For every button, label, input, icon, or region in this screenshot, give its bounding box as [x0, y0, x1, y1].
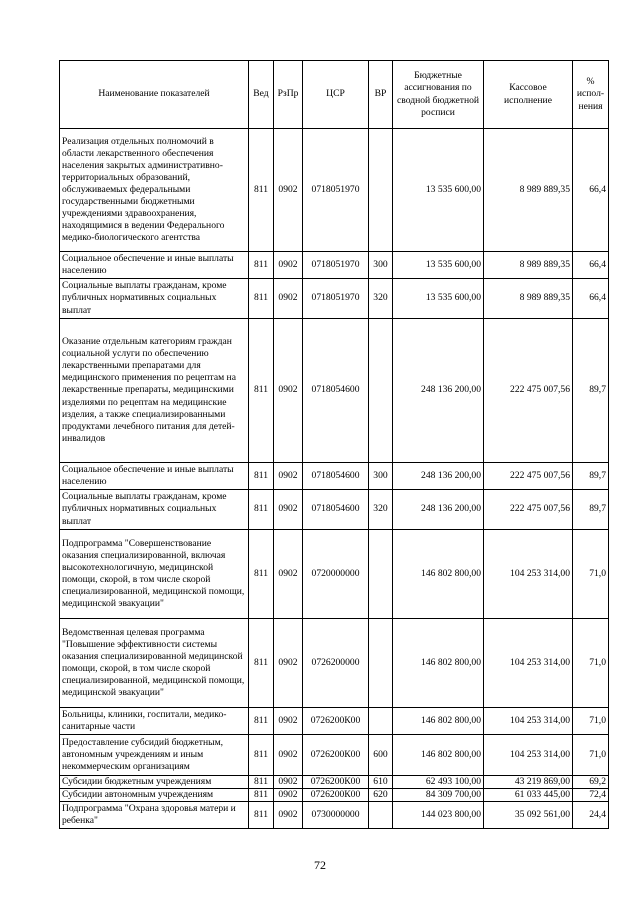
cell-budget: 248 136 200,00	[393, 319, 484, 463]
cell-vr	[369, 319, 393, 463]
cell-name: Оказание отдельным категориям граждан социальной услуги по обеспечению лекарственными препаратами для медицинского применения по рецептам на лекарственные препараты, медицинскими изделиями по рецептам на медицинские изделия, а также специализированными продуктами лечебного питания для детей-инвалидов	[60, 319, 249, 463]
cell-percent: 66,4	[573, 129, 609, 252]
cell-name: Социальное обеспечение и иные выплаты населению	[60, 252, 249, 279]
cell-percent: 89,7	[573, 490, 609, 530]
header-budget: Бюджетные ассигнования по сводной бюджетной росписи	[393, 61, 484, 129]
cell-name: Реализация отдельных полномочий в области лекарственного обеспечения населения закрытых административно-территориальных образований, обслуживаемых федеральными государственными бюджетными учреждениями здравоохранения, находящимися в ведении Федерального медико-биологического агентства	[60, 129, 249, 252]
cell-ved: 811	[249, 735, 274, 776]
header-percent: % испол-нения	[573, 61, 609, 129]
cell-csr: 0720000000	[303, 530, 369, 619]
cell-cash: 8 989 889,35	[484, 252, 573, 279]
cell-ved: 811	[249, 279, 274, 319]
cell-name: Социальные выплаты гражданам, кроме публичных нормативных социальных выплат	[60, 490, 249, 530]
header-cash: Кассовое исполнение	[484, 61, 573, 129]
cell-rzpr: 0902	[274, 279, 303, 319]
cell-budget: 13 535 600,00	[393, 129, 484, 252]
cell-rzpr: 0902	[274, 708, 303, 735]
table-row	[60, 708, 609, 735]
cell-vr	[369, 619, 393, 708]
table-row	[60, 789, 609, 802]
cell-cash: 104 253 314,00	[484, 619, 573, 708]
cell-ved: 811	[249, 789, 274, 802]
cell-name: Социальное обеспечение и иные выплаты населению	[60, 463, 249, 490]
cell-csr: 0718054600	[303, 463, 369, 490]
table-row	[60, 463, 609, 490]
cell-percent: 71,0	[573, 530, 609, 619]
cell-ved: 811	[249, 463, 274, 490]
cell-cash: 222 475 007,56	[484, 490, 573, 530]
cell-vr: 320	[369, 490, 393, 530]
cell-cash: 104 253 314,00	[484, 530, 573, 619]
cell-budget: 144 023 800,00	[393, 802, 484, 829]
cell-vr: 300	[369, 252, 393, 279]
cell-percent: 66,4	[573, 279, 609, 319]
cell-percent: 69,2	[573, 776, 609, 789]
cell-name: Субсидии бюджетным учреждениям	[60, 776, 249, 789]
table-row	[60, 619, 609, 708]
cell-cash: 222 475 007,56	[484, 319, 573, 463]
cell-csr: 0718054600	[303, 319, 369, 463]
cell-vr	[369, 129, 393, 252]
cell-budget: 146 802 800,00	[393, 530, 484, 619]
cell-csr: 0718051970	[303, 129, 369, 252]
cell-rzpr: 0902	[274, 619, 303, 708]
cell-csr: 0726200К00	[303, 789, 369, 802]
cell-ved: 811	[249, 490, 274, 530]
cell-rzpr: 0902	[274, 735, 303, 776]
cell-cash: 61 033 445,00	[484, 789, 573, 802]
cell-budget: 146 802 800,00	[393, 735, 484, 776]
cell-vr	[369, 708, 393, 735]
cell-name: Субсидии автономным учреждениям	[60, 789, 249, 802]
cell-rzpr: 0902	[274, 319, 303, 463]
cell-budget: 146 802 800,00	[393, 619, 484, 708]
cell-rzpr: 0902	[274, 490, 303, 530]
cell-rzpr: 0902	[274, 129, 303, 252]
cell-csr: 0726200000	[303, 619, 369, 708]
cell-name: Подпрограмма "Охрана здоровья матери и ребенка"	[60, 802, 249, 829]
cell-percent: 24,4	[573, 802, 609, 829]
cell-budget: 84 309 700,00	[393, 789, 484, 802]
cell-cash: 8 989 889,35	[484, 129, 573, 252]
table-row	[60, 252, 609, 279]
cell-budget: 146 802 800,00	[393, 708, 484, 735]
table-row	[60, 319, 609, 463]
header-ved: Вед	[249, 61, 274, 129]
table-row	[60, 735, 609, 776]
cell-ved: 811	[249, 802, 274, 829]
cell-percent: 72,4	[573, 789, 609, 802]
cell-ved: 811	[249, 530, 274, 619]
cell-ved: 811	[249, 708, 274, 735]
cell-vr	[369, 802, 393, 829]
cell-vr	[369, 530, 393, 619]
cell-cash: 8 989 889,35	[484, 279, 573, 319]
cell-csr: 0730000000	[303, 802, 369, 829]
cell-budget: 13 535 600,00	[393, 279, 484, 319]
cell-vr: 610	[369, 776, 393, 789]
header-name: Наименование показателей	[60, 61, 249, 129]
cell-percent: 89,7	[573, 319, 609, 463]
cell-csr: 0726200К00	[303, 708, 369, 735]
cell-budget: 248 136 200,00	[393, 490, 484, 530]
cell-vr: 600	[369, 735, 393, 776]
header-csr: ЦСР	[303, 61, 369, 129]
table-row	[60, 776, 609, 789]
cell-name: Социальные выплаты гражданам, кроме публичных нормативных социальных выплат	[60, 279, 249, 319]
cell-rzpr: 0902	[274, 776, 303, 789]
cell-cash: 104 253 314,00	[484, 735, 573, 776]
cell-cash: 35 092 561,00	[484, 802, 573, 829]
cell-vr: 320	[369, 279, 393, 319]
cell-ved: 811	[249, 129, 274, 252]
cell-percent: 71,0	[573, 735, 609, 776]
cell-rzpr: 0902	[274, 789, 303, 802]
cell-csr: 0718051970	[303, 279, 369, 319]
cell-cash: 43 219 869,00	[484, 776, 573, 789]
table-row	[60, 530, 609, 619]
budget-execution-table	[59, 60, 609, 829]
cell-cash: 222 475 007,56	[484, 463, 573, 490]
cell-name: Больницы, клиники, госпитали, медико-санитарные части	[60, 708, 249, 735]
cell-ved: 811	[249, 776, 274, 789]
header-rzpr: РзПр	[274, 61, 303, 129]
cell-ved: 811	[249, 619, 274, 708]
cell-rzpr: 0902	[274, 802, 303, 829]
cell-ved: 811	[249, 252, 274, 279]
cell-csr: 0718054600	[303, 490, 369, 530]
cell-csr: 0726200К00	[303, 735, 369, 776]
cell-budget: 13 535 600,00	[393, 252, 484, 279]
table-row	[60, 279, 609, 319]
cell-name: Ведомственная целевая программа "Повышение эффективности системы оказания специализированной медицинской помощи, скорой, в том числе скорой специализированной, медицинской помощи, медицинской эвакуации"	[60, 619, 249, 708]
cell-csr: 0718051970	[303, 252, 369, 279]
cell-vr: 620	[369, 789, 393, 802]
table-row	[60, 129, 609, 252]
page-number: 72	[314, 858, 326, 872]
cell-budget: 248 136 200,00	[393, 463, 484, 490]
cell-ved: 811	[249, 319, 274, 463]
cell-vr: 300	[369, 463, 393, 490]
cell-rzpr: 0902	[274, 530, 303, 619]
cell-percent: 71,0	[573, 619, 609, 708]
cell-name: Предоставление субсидий бюджетным, автономным учреждениям и иным некоммерческим организациям	[60, 735, 249, 776]
cell-percent: 71,0	[573, 708, 609, 735]
cell-rzpr: 0902	[274, 463, 303, 490]
cell-cash: 104 253 314,00	[484, 708, 573, 735]
cell-percent: 89,7	[573, 463, 609, 490]
cell-budget: 62 493 100,00	[393, 776, 484, 789]
table-row	[60, 490, 609, 530]
cell-rzpr: 0902	[274, 252, 303, 279]
cell-name: Подпрограмма "Совершенствование оказания специализированной, включая высокотехнологичную, медицинской помощи, скорой, в том числе скорой специализированной, медицинской помощи, медицинской эвакуации"	[60, 530, 249, 619]
table-header-row	[60, 61, 609, 129]
table-row	[60, 802, 609, 829]
cell-csr: 0726200К00	[303, 776, 369, 789]
cell-percent: 66,4	[573, 252, 609, 279]
header-vr: ВР	[369, 61, 393, 129]
